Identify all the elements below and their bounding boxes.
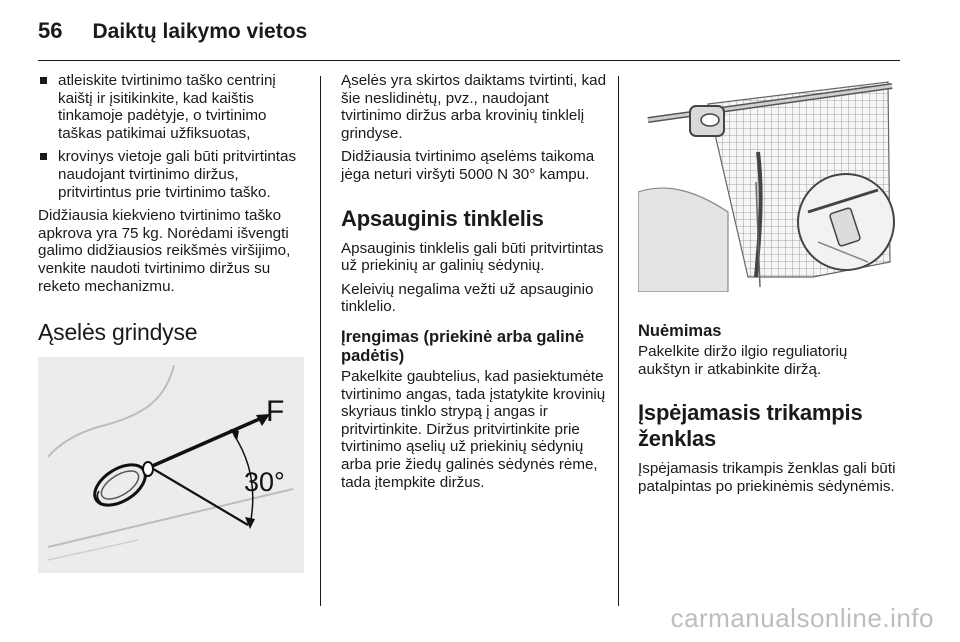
list-item-text: atleiskite tvirtinimo taško centrinį kaištį ir įsitikinkite, kad kaištis tinkamoje padėtyje, o tvirtinimo taškas patikimai užfiksuotas, <box>58 72 276 142</box>
column-divider-2 <box>618 76 619 606</box>
column-divider-1 <box>320 76 321 606</box>
watermark: carmanualsonline.info <box>670 603 934 633</box>
section-heading-safety-net: Apsauginis tinklelis <box>341 205 544 231</box>
bullet-square-icon <box>40 153 47 160</box>
page-title: Daiktų laikymo vietos <box>92 20 308 43</box>
load-limit-paragraph: Didžiausia kiekvieno tvirtinimo taško apkrova yra 75 kg. Norėdami išvengti galimo didžiausios reikšmės viršijimo, venkite naudoti tvirtinimo diržus su reketo mechanizmu. <box>38 207 291 295</box>
page-number: 56 <box>38 18 63 43</box>
page-header <box>38 18 307 48</box>
list-item <box>38 72 304 142</box>
list-item-text: krovinys vietoje gali būti pritvirtintas naudojant tvirtinimo diržus, pritvirtintus prie tvirtinimo taško. <box>58 148 297 201</box>
subheading-removal: Nuėmimas <box>638 322 722 340</box>
column-1 <box>38 72 304 573</box>
max-force-paragraph: Didžiausia tvirtinimo ąselėms taikoma jėga neturi viršyti 5000 N 30° kampu. <box>341 148 595 183</box>
section-heading-floor-eyelets: Ąselės grindyse <box>38 319 198 346</box>
bullet-square-icon <box>40 77 47 84</box>
safety-net-figure <box>638 72 900 292</box>
bullet-list <box>38 72 304 201</box>
column-3 <box>638 306 900 501</box>
header-rule <box>38 60 900 61</box>
floor-eyelet-figure <box>38 357 304 573</box>
force-label: F <box>266 395 285 429</box>
safety-net-paragraph: Apsauginis tinklelis gali būti pritvirtintas už priekinių ar galinių sėdynių. <box>341 239 604 275</box>
section-heading-warning-triangle: Įspėjamasis trikampis ženklas <box>638 400 863 452</box>
subheading-installation: Įrengimas (priekinė arba galinė padėtis) <box>341 327 585 365</box>
list-item <box>38 148 304 201</box>
angle-label: 30° <box>244 467 285 498</box>
removal-paragraph: Pakelkite diržo ilgio reguliatorių aukštyn ir atkabinkite diržą. <box>638 343 848 378</box>
eyelets-purpose-paragraph: Ąselės yra skirtos daiktams tvirtinti, kad šie neslidinėtų, pvz., naudojant tvirtinimo diržus arba krovinių tinklelį grindyse. <box>341 72 607 142</box>
passenger-warning-paragraph: Keleivių negalima vežti už apsauginio tinklelio. <box>341 280 594 316</box>
column-2 <box>341 72 607 497</box>
installation-paragraph: Pakelkite gaubtelius, kad pasiektumėte tvirtinimo angas, tada įstatykite krovinių skyriaus tinklo strypą į angas ir pritvirtinkite. Diržus pritvirtinkite prie tvirtinimo ąselių už priekinių sėdynių arba prie žiedų galinės sėdynės rėme, tada įtempkite diržus. <box>341 367 606 491</box>
warning-triangle-paragraph: Įspėjamasis trikampis ženklas gali būti patalpintas po priekinėmis sėdynėmis. <box>638 460 896 495</box>
